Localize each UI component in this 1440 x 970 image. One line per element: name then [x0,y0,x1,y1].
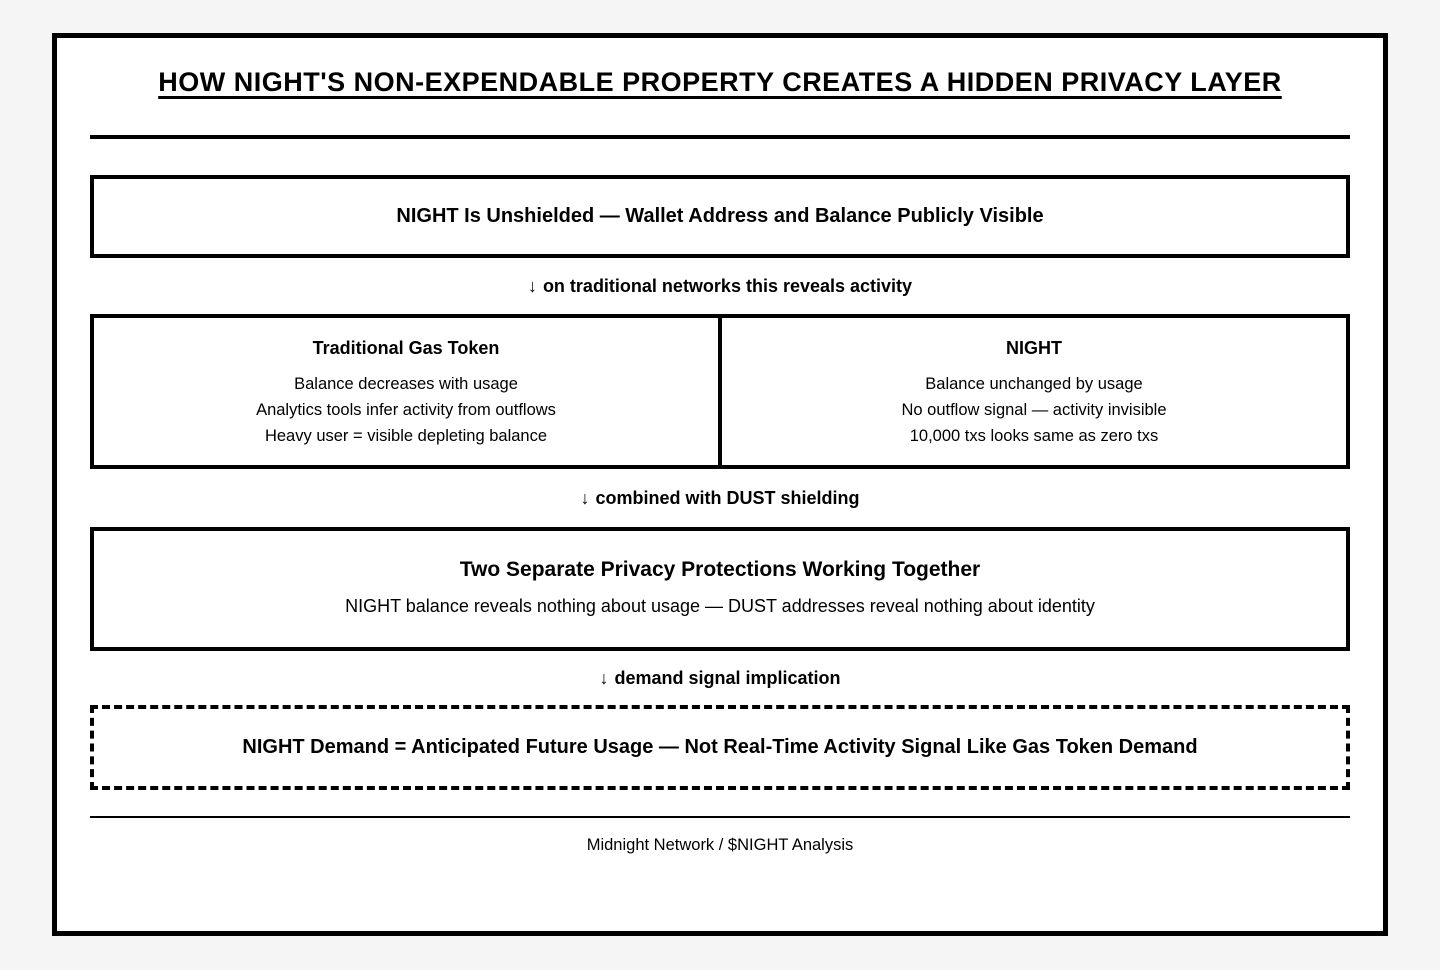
comparison-line: Balance unchanged by usage [925,375,1143,393]
demand-implication-box [90,705,1350,790]
comparison-line: Balance decreases with usage [294,375,518,393]
footer-divider [90,816,1350,818]
page-title: HOW NIGHT'S NON-EXPENDABLE PROPERTY CREATES A HIDDEN PRIVACY LAYER [158,67,1282,97]
comparison-cell-title: Traditional Gas Token [312,338,500,358]
privacy-protections-title: Two Separate Privacy Protections Working Together [459,558,981,581]
down-arrow-icon: ↓ [580,488,590,508]
unshielded-box-title: NIGHT Is Unshielded — Wallet Address and Balance Publicly Visible [396,205,1044,227]
diagram-frame [52,33,1388,936]
title-divider [90,135,1350,139]
comparison-line: Analytics tools infer activity from outflows [256,401,556,419]
connector-label: on traditional networks this reveals activity [542,276,913,296]
comparison-line: 10,000 txs looks same as zero txs [909,427,1159,445]
comparison-cell-traditional [94,318,718,465]
connector-demand-signal [90,667,1350,689]
demand-implication-title: NIGHT Demand = Anticipated Future Usage — Not Real-Time Activity Signal Like Gas Token Demand [242,736,1198,758]
connector-dust-shielding [90,487,1350,509]
comparison-cell-title: NIGHT [1006,338,1062,358]
unshielded-box [90,175,1350,258]
comparison-line: No outflow signal — activity invisible [901,401,1167,419]
privacy-protections-box [90,527,1350,651]
down-arrow-icon: ↓ [527,276,537,296]
comparison-table [90,314,1350,469]
comparison-line: Heavy user = visible depleting balance [264,427,548,445]
connector-label: combined with DUST shielding [595,488,860,508]
connector-traditional-networks [90,275,1350,297]
footer-caption: Midnight Network / $NIGHT Analysis [586,836,854,854]
comparison-cell-night [718,318,1346,465]
connector-label: demand signal implication [614,668,841,688]
privacy-protections-subtitle: NIGHT balance reveals nothing about usage — DUST addresses reveal nothing about identity [345,596,1095,616]
down-arrow-icon: ↓ [599,668,609,688]
